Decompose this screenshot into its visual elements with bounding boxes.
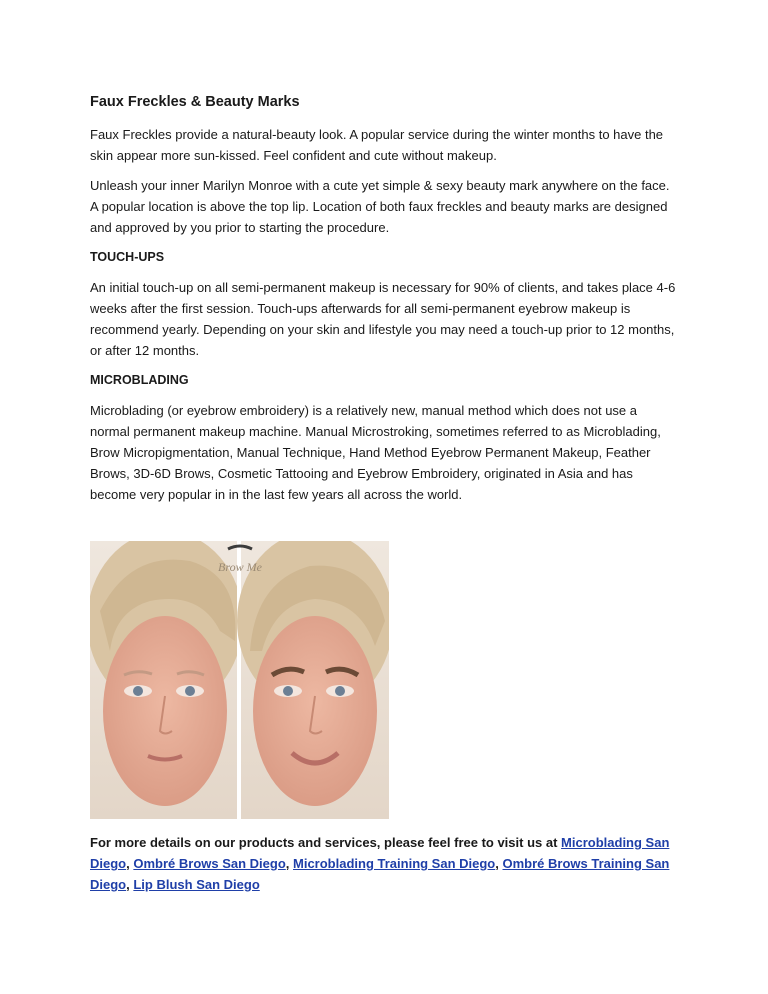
heading-touch-ups: TOUCH-UPS: [90, 250, 165, 264]
link-microblading-san-diego[interactable]: Microblading San Diego: [90, 835, 670, 871]
paragraph-touch-ups: An initial touch-up on all semi-permanent makeup is necessary for 90% of clients, and takes place 4-6 weeks after the first session. Touch-ups afterwards for all semi-permanent eyebrow makeup is recommend yearly. Depending on your skin and lifestyle you may need a touch-up prior to 12 months, or after 12 months.: [90, 280, 676, 358]
link-ombre-brows-san-diego[interactable]: Ombré Brows San Diego: [133, 856, 286, 871]
before-after-photo: [90, 541, 389, 819]
link-ombre-brows-training[interactable]: Ombré Brows Training San Diego: [90, 856, 670, 892]
paragraph-freckles: Faux Freckles provide a natural-beauty look. A popular service during the winter months to have the skin appear more sun-kissed. Feel confident and cute without makeup.: [90, 127, 664, 163]
link-microblading-training[interactable]: Microblading Training San Diego: [293, 856, 496, 871]
footer-lead: For more details on our products and services, please feel free to visit us at: [90, 835, 562, 850]
paragraph-microblading: Microblading (or eyebrow embroidery) is a relatively new, manual method which does not use a normal permanent makeup machine. Manual Microstroking, sometimes referred to as Microblading, Brow Micropigmentation, Manual Technique, Hand Method Eyebrow Permanent Makeup, Feather Brows, 3D-6D Brows, Cosmetic Tattooing and Eyebrow Embroidery, originated in Asia and has become very popular in in the last few years all across the world.: [90, 403, 661, 502]
document-body: [90, 92, 680, 514]
footer-links: For more details on our products and services, please feel free to visit us at Microblading San Diego, Ombré Brows San Diego, Microblading Training San Diego, Ombré Brows Training San Diego, Lip Blush San Diego: [90, 835, 670, 892]
image-divider: [237, 541, 241, 819]
heading-microblading: MICROBLADING: [90, 373, 189, 387]
photo-watermark: Brow Me: [218, 560, 262, 574]
before-after-image: [90, 541, 389, 819]
link-lip-blush-san-diego[interactable]: Lip Blush San Diego: [133, 877, 260, 892]
page-title: Faux Freckles & Beauty Marks: [90, 94, 300, 110]
paragraph-beauty-mark: Unleash your inner Marilyn Monroe with a cute yet simple & sexy beauty mark anywhere on the face. A popular location is above the top lip. Location of both faux freckles and beauty marks are designed and approved by you prior to starting the procedure.: [90, 178, 670, 235]
